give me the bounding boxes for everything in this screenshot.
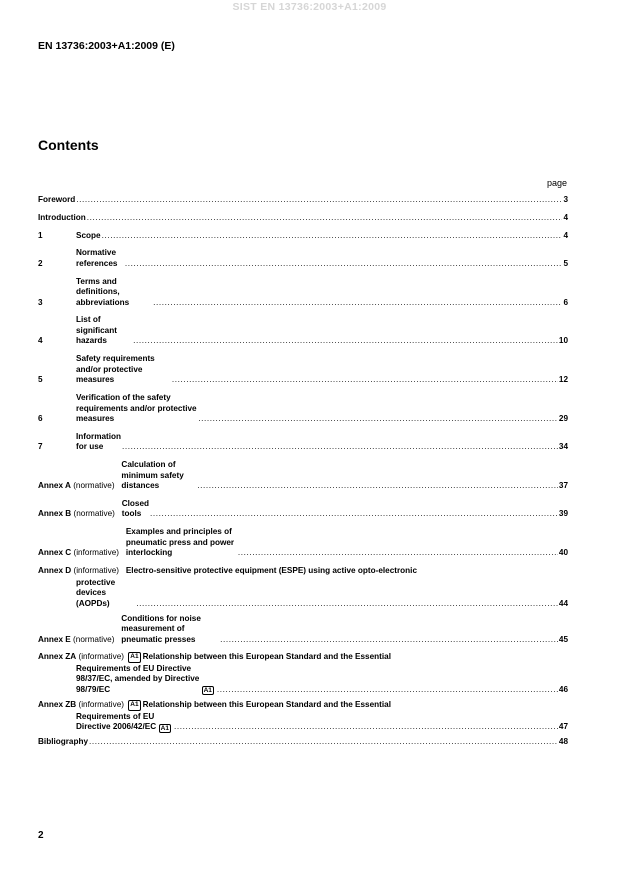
toc-page: 5 <box>563 258 568 268</box>
toc-page: 34 <box>558 442 568 452</box>
toc-entry-annex-c[interactable] <box>38 527 568 559</box>
toc-entry-information-for-use[interactable] <box>38 432 568 453</box>
toc-entry-hazards[interactable] <box>38 315 568 347</box>
annex-label: Annex A (normative) <box>38 481 115 491</box>
watermark: SIST EN 13736:2003+A1:2009 <box>232 1 387 13</box>
toc-page: 10 <box>558 336 568 346</box>
toc-entry-annex-b[interactable] <box>38 499 568 520</box>
toc-title: protective devices (AOPDs) <box>76 577 116 608</box>
toc-title: Conditions for noise measurement of pneumatic presses <box>121 613 201 644</box>
toc-page: 40 <box>558 548 568 558</box>
toc-title: Bibliography <box>38 737 89 747</box>
toc-title: Scope <box>76 230 101 240</box>
toc-number: 3 <box>38 297 43 307</box>
document-id: EN 13736:2003+A1:2009 (E) <box>38 40 175 52</box>
toc-page: 12 <box>558 375 568 385</box>
contents-heading: Contents <box>38 137 99 153</box>
toc-title-line1: Relationship between this European Standard and the Essential <box>142 652 391 662</box>
toc-title: Safety requirements and/or protective measures <box>76 354 155 385</box>
toc-entry-terms-definitions[interactable] <box>38 277 568 309</box>
toc-entry-annex-a[interactable] <box>38 460 568 492</box>
toc-title: Normative references <box>76 248 118 268</box>
page-column-label: page <box>546 178 567 188</box>
toc-entry-bibliography[interactable] <box>38 737 568 748</box>
toc-page: 4 <box>563 212 568 222</box>
toc-page: 44 <box>558 598 568 608</box>
toc-entry-annex-za[interactable] <box>38 652 568 695</box>
amendment-end-marker-icon: A1 <box>160 724 169 732</box>
toc-title: Closed tools <box>121 498 150 519</box>
toc-number: 6 <box>38 414 43 424</box>
toc-entry-verification[interactable] <box>38 393 568 425</box>
toc-entry-annex-e[interactable] <box>38 614 568 646</box>
toc-page: 37 <box>558 481 568 491</box>
page-number: 2 <box>38 830 44 841</box>
toc-page: 39 <box>558 509 568 519</box>
toc-title-line1: Relationship between this European Standard and the Essential <box>142 700 391 710</box>
toc-page: 48 <box>558 737 568 747</box>
toc-entry-scope[interactable] <box>38 231 568 242</box>
toc-title: Introduction <box>38 212 86 222</box>
annex-label: Annex ZB (informative) <box>38 700 124 710</box>
toc-entry-safety-requirements[interactable] <box>38 354 568 386</box>
toc-entry-annex-d[interactable] <box>38 566 568 609</box>
toc-page: 6 <box>563 297 568 307</box>
toc-entry-normative-references[interactable] <box>38 248 568 269</box>
toc-title: Requirements of EU Directive 2006/42/EC <box>76 711 157 732</box>
table-of-contents <box>38 195 568 755</box>
toc-number: 2 <box>38 258 43 268</box>
toc-entry-annex-zb[interactable] <box>38 700 568 733</box>
toc-page: 29 <box>558 414 568 424</box>
toc-entry-introduction[interactable] <box>38 213 568 224</box>
toc-title-line1: Electro-sensitive protective equipment (ESPE) using active opto-electronic <box>125 566 418 576</box>
toc-title: Examples and principles of pneumatic press and power interlocking <box>125 527 235 558</box>
toc-title: List of significant hazards <box>76 315 117 346</box>
toc-title: Terms and definitions, abbreviations <box>76 276 130 307</box>
toc-number: 7 <box>38 442 43 452</box>
toc-page: 3 <box>563 195 568 204</box>
annex-label: Annex D (informative) <box>38 566 119 576</box>
toc-number: 5 <box>38 375 43 385</box>
amendment-end-marker-icon: A1 <box>203 687 212 695</box>
annex-label: Annex C (informative) <box>38 548 119 558</box>
toc-page: 4 <box>563 230 568 240</box>
toc-number: 1 <box>38 230 43 240</box>
annex-label: Annex E (normative) <box>38 634 115 644</box>
toc-page: 47 <box>558 722 568 732</box>
toc-title: Calculation of minimum safety distances <box>121 460 184 491</box>
toc-entry-foreword[interactable] <box>38 195 568 206</box>
toc-page: 45 <box>558 634 568 644</box>
toc-title: Verification of the safety requirements and/or protective measures <box>76 393 197 424</box>
annex-label: Annex ZA (informative) <box>38 652 124 662</box>
toc-title: Foreword <box>38 195 76 204</box>
amendment-start-marker-icon: A1 <box>128 652 140 663</box>
toc-title: Requirements of EU Directive 98/37/EC, amended by Directive 98/79/EC <box>76 663 200 694</box>
annex-label: Annex B (normative) <box>38 509 115 519</box>
toc-number: 4 <box>38 336 43 346</box>
amendment-start-marker-icon: A1 <box>128 700 140 711</box>
toc-title: Information for use <box>76 431 122 452</box>
toc-page: 46 <box>558 684 568 694</box>
